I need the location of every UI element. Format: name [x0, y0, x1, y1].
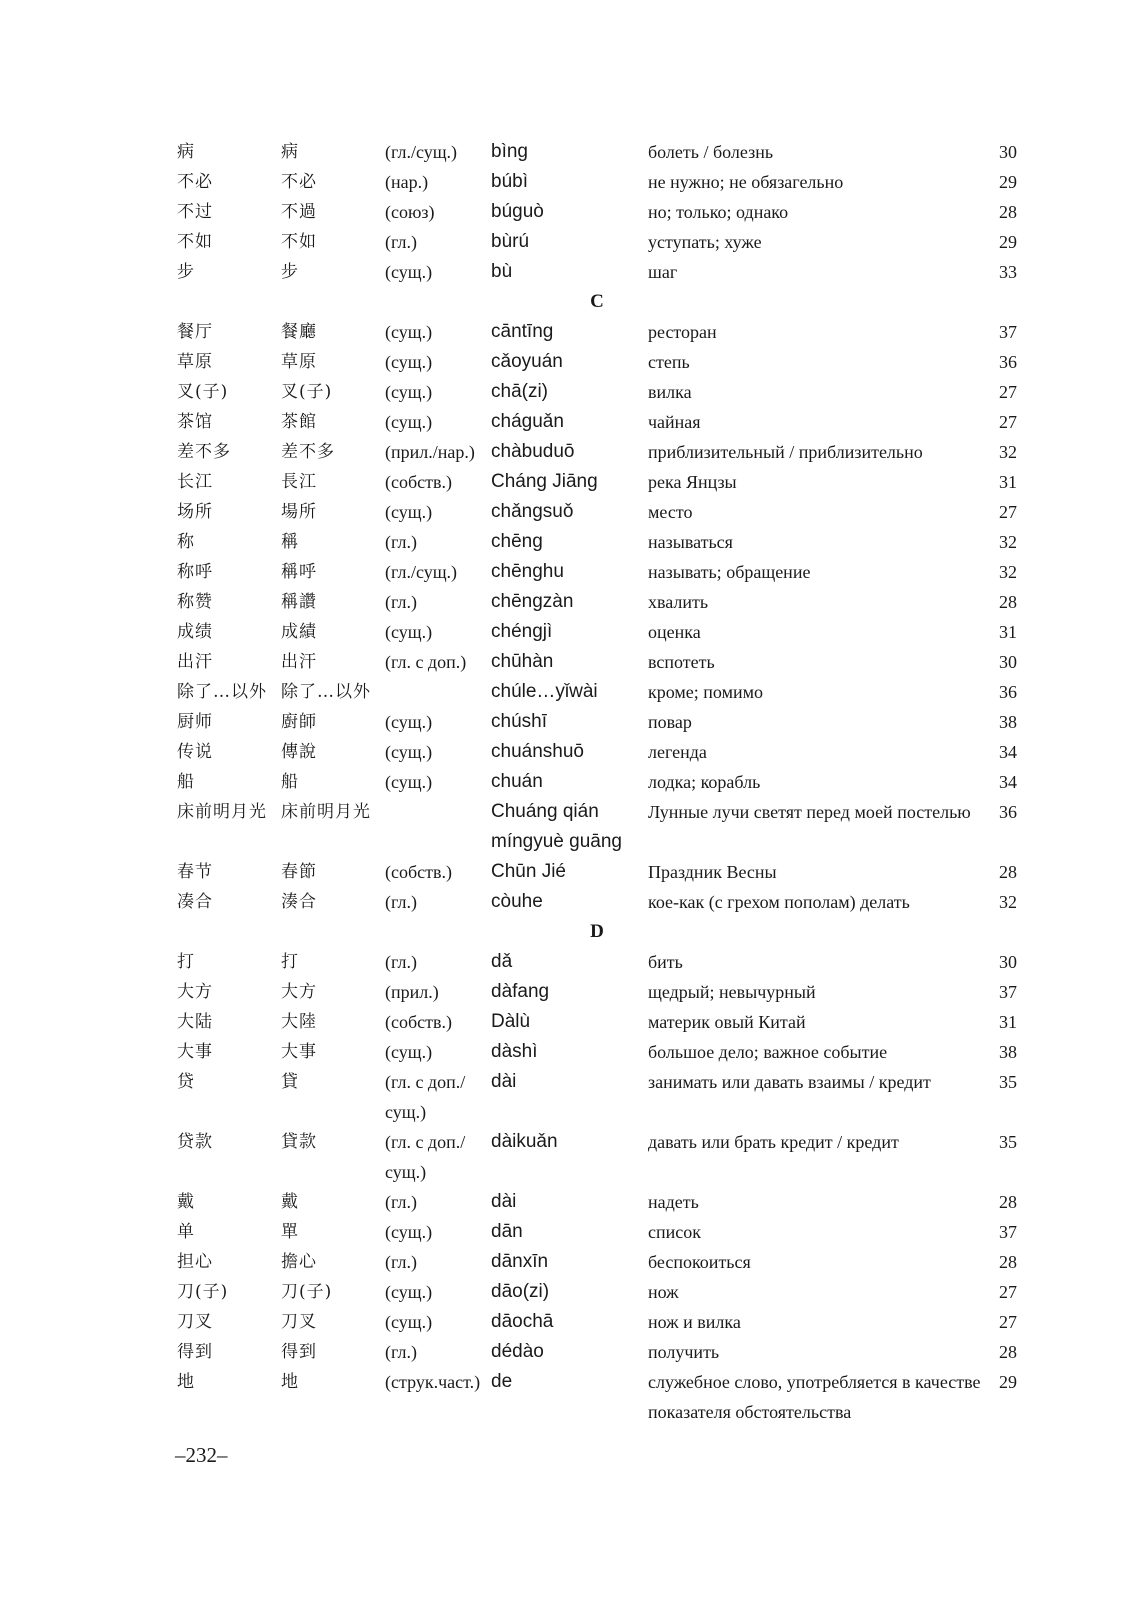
part-of-speech: (гл. с доп./ сущ.) [385, 1132, 466, 1182]
simplified-word: 差不多 [177, 442, 231, 462]
part-of-speech: (гл.) [385, 952, 417, 972]
traditional-word: 船 [281, 772, 299, 792]
russian-translation: река Янцзы [648, 472, 737, 492]
pinyin: chēngzàn [491, 591, 574, 612]
russian-translation: степь [648, 352, 690, 372]
russian-translation: получить [648, 1342, 720, 1362]
glossary-row [177, 1337, 1017, 1367]
traditional-word: 廚師 [281, 712, 317, 732]
lesson-number: 38 [999, 1042, 1017, 1062]
part-of-speech: (сущ.) [385, 412, 433, 432]
simplified-word: 草原 [177, 352, 213, 372]
russian-translation: кое-как (с грехом пополам) делать [648, 892, 910, 912]
traditional-word: 稱呼 [281, 562, 317, 582]
glossary-row [177, 257, 1017, 287]
simplified-word: 场所 [177, 502, 213, 522]
simplified-word: 刀(子) [177, 1282, 229, 1302]
lesson-number: 35 [999, 1072, 1017, 1092]
simplified-word: 大陆 [177, 1012, 213, 1032]
glossary-row [177, 857, 1017, 887]
part-of-speech: (сущ.) [385, 742, 433, 762]
traditional-word: 草原 [281, 352, 317, 372]
russian-translation: занимать или давать взаимы / кредит [648, 1072, 931, 1092]
russian-translation: надеть [648, 1192, 699, 1212]
russian-translation: большое дело; важное событие [648, 1042, 888, 1062]
glossary-row [177, 137, 1017, 167]
glossary-row [177, 497, 1017, 527]
russian-translation: давать или брать кредит / кредит [648, 1132, 899, 1152]
traditional-word: 稱讚 [281, 592, 317, 612]
glossary-row [177, 467, 1017, 497]
traditional-word: 戴 [281, 1192, 299, 1212]
simplified-word: 称呼 [177, 562, 213, 582]
glossary-row [177, 947, 1017, 977]
traditional-word: 出汗 [281, 652, 317, 672]
part-of-speech: (гл.) [385, 532, 417, 552]
glossary-row [177, 317, 1017, 347]
russian-translation: кроме; помимо [648, 682, 763, 702]
lesson-number: 28 [999, 1192, 1017, 1212]
glossary-row [177, 1217, 1017, 1247]
simplified-word: 不过 [177, 202, 213, 222]
russian-translation: чайная [648, 412, 701, 432]
simplified-word: 不如 [177, 232, 213, 252]
russian-translation: нож [648, 1282, 679, 1302]
russian-translation: щедрый; невычурный [648, 982, 816, 1002]
simplified-word: 春节 [177, 862, 213, 882]
glossary-row [177, 887, 1017, 917]
russian-translation: называть; обращение [648, 562, 811, 582]
lesson-number: 31 [999, 622, 1017, 642]
pinyin: dàikuǎn [491, 1131, 558, 1152]
russian-translation: повар [648, 712, 692, 732]
glossary-row [177, 707, 1017, 737]
lesson-number: 27 [999, 412, 1017, 432]
lesson-number: 28 [999, 592, 1017, 612]
glossary-row [177, 677, 1017, 707]
glossary-row [177, 527, 1017, 557]
lesson-number: 32 [999, 532, 1017, 552]
russian-translation: список [648, 1222, 701, 1242]
simplified-word: 戴 [177, 1192, 195, 1212]
traditional-word: 湊合 [281, 892, 317, 912]
simplified-word: 出汗 [177, 652, 213, 672]
glossary-row [177, 1367, 1017, 1427]
lesson-number: 38 [999, 712, 1017, 732]
simplified-word: 大事 [177, 1042, 213, 1062]
part-of-speech: (струк.част.) [385, 1372, 481, 1392]
russian-translation: Лунные лучи светят перед моей постелью [648, 802, 971, 822]
glossary-row [177, 977, 1017, 1007]
russian-translation: место [648, 502, 693, 522]
pinyin: de [491, 1371, 513, 1392]
pinyin: chéngjì [491, 621, 553, 642]
traditional-word: 得到 [281, 1342, 317, 1362]
lesson-number: 37 [999, 982, 1017, 1002]
lesson-number: 27 [999, 502, 1017, 522]
glossary-row [177, 767, 1017, 797]
traditional-word: 床前明月光 [281, 802, 371, 822]
part-of-speech: (гл.) [385, 1252, 417, 1272]
simplified-word: 单 [177, 1222, 195, 1242]
glossary-row [177, 347, 1017, 377]
lesson-number: 29 [999, 172, 1017, 192]
traditional-word: 餐廳 [281, 322, 317, 342]
simplified-word: 打 [177, 952, 195, 972]
part-of-speech: (нар.) [385, 172, 429, 192]
russian-translation: приблизительный / приблизительно [648, 442, 923, 462]
lesson-number: 30 [999, 142, 1017, 162]
glossary-row [177, 377, 1017, 407]
russian-translation: болеть / болезнь [648, 142, 774, 162]
simplified-word: 餐厅 [177, 322, 213, 342]
traditional-word: 差不多 [281, 442, 335, 462]
pinyin: bìng [491, 141, 528, 162]
part-of-speech: (гл.) [385, 1192, 417, 1212]
glossary-row [177, 587, 1017, 617]
part-of-speech: (собств.) [385, 862, 452, 882]
traditional-word: 傳說 [281, 742, 317, 762]
pinyin: búbì [491, 171, 528, 192]
russian-translation: вилка [648, 382, 692, 402]
part-of-speech: (гл.) [385, 1342, 417, 1362]
glossary-row [177, 227, 1017, 257]
simplified-word: 刀叉 [177, 1312, 213, 1332]
russian-translation: шаг [648, 262, 678, 282]
simplified-word: 贷 [177, 1072, 195, 1092]
lesson-number: 33 [999, 262, 1017, 282]
pinyin: dédào [491, 1341, 544, 1362]
pinyin: chūhàn [491, 651, 554, 672]
pinyin: chǎngsuǒ [491, 501, 574, 522]
russian-translation: уступать; хуже [648, 232, 762, 252]
pinyin: cāntīng [491, 321, 554, 342]
russian-translation: беспокоиться [648, 1252, 751, 1272]
lesson-number: 28 [999, 862, 1017, 882]
pinyin: Dàlù [491, 1011, 531, 1032]
simplified-word: 成绩 [177, 622, 213, 642]
traditional-word: 叉(子) [281, 382, 333, 402]
lesson-number: 29 [999, 232, 1017, 252]
part-of-speech: (гл./сущ.) [385, 142, 458, 162]
part-of-speech: (гл.) [385, 232, 417, 252]
pinyin: dān [491, 1221, 523, 1242]
russian-translation: но; только; однако [648, 202, 789, 222]
simplified-word: 茶馆 [177, 412, 213, 432]
glossary-row [177, 437, 1017, 467]
traditional-word: 病 [281, 142, 299, 162]
simplified-word: 病 [177, 142, 195, 162]
pinyin: chúshī [491, 711, 547, 732]
page-number: –232– [175, 1443, 228, 1467]
part-of-speech: (сущ.) [385, 502, 433, 522]
pinyin: dài [491, 1071, 517, 1092]
lesson-number: 37 [999, 1222, 1017, 1242]
glossary-row [177, 1007, 1017, 1037]
russian-translation: служебное слово, употребляется в качестве показателя обстоятельства [648, 1372, 981, 1422]
part-of-speech: (сущ.) [385, 352, 433, 372]
russian-translation: материк овый Китай [648, 1012, 806, 1032]
traditional-word: 貸款 [281, 1132, 317, 1152]
lesson-number: 31 [999, 1012, 1017, 1032]
pinyin: bùrú [491, 231, 530, 252]
pinyin: Chūn Jié [491, 861, 566, 882]
simplified-word: 大方 [177, 982, 213, 1002]
lesson-number: 36 [999, 802, 1017, 822]
lesson-number: 27 [999, 1282, 1017, 1302]
part-of-speech: (гл.) [385, 592, 417, 612]
simplified-word: 长江 [177, 472, 213, 492]
part-of-speech: (сущ.) [385, 262, 433, 282]
glossary-row [177, 737, 1017, 767]
russian-translation: бить [648, 952, 683, 972]
lesson-number: 32 [999, 892, 1017, 912]
part-of-speech: (сущ.) [385, 772, 433, 792]
traditional-word: 貸 [281, 1072, 299, 1092]
glossary-row [177, 557, 1017, 587]
lesson-number: 28 [999, 1342, 1017, 1362]
russian-translation: называться [648, 532, 733, 552]
part-of-speech: (сущ.) [385, 322, 433, 342]
traditional-word: 不必 [281, 172, 317, 192]
traditional-word: 長江 [281, 472, 317, 492]
pinyin: Cháng Jiāng [491, 471, 598, 492]
simplified-word: 担心 [177, 1252, 213, 1272]
lesson-number: 27 [999, 1312, 1017, 1332]
pinyin: chúle…yǐwài [491, 681, 598, 702]
pinyin: dāo(zi) [491, 1281, 550, 1302]
traditional-word: 除了…以外 [281, 682, 371, 702]
glossary-row [177, 797, 1017, 857]
traditional-word: 成績 [281, 622, 317, 642]
section-letter: D [590, 921, 604, 942]
lesson-number: 27 [999, 382, 1017, 402]
pinyin: cǎoyuán [491, 351, 563, 372]
simplified-word: 地 [177, 1372, 195, 1392]
glossary-row [177, 407, 1017, 437]
pinyin: dài [491, 1191, 517, 1212]
part-of-speech: (союз) [385, 202, 435, 222]
pinyin: chā(zi) [491, 381, 549, 402]
lesson-number: 34 [999, 742, 1017, 762]
russian-translation: хвалить [648, 592, 709, 612]
part-of-speech: (сущ.) [385, 1042, 433, 1062]
part-of-speech: (собств.) [385, 1012, 452, 1032]
simplified-word: 传说 [177, 742, 213, 762]
pinyin: cháguǎn [491, 411, 564, 432]
part-of-speech: (сущ.) [385, 1282, 433, 1302]
pinyin: Chuáng qián míngyuè guāng [491, 801, 622, 852]
lesson-number: 28 [999, 1252, 1017, 1272]
part-of-speech: (прил./нар.) [385, 442, 475, 462]
traditional-word: 刀叉 [281, 1312, 317, 1332]
traditional-word: 稱 [281, 532, 299, 552]
part-of-speech: (гл.) [385, 892, 417, 912]
traditional-word: 步 [281, 262, 299, 282]
traditional-word: 場所 [281, 502, 317, 522]
simplified-word: 得到 [177, 1342, 213, 1362]
russian-translation: легенда [648, 742, 707, 762]
pinyin: dǎ [491, 951, 513, 972]
pinyin: dàshì [491, 1041, 538, 1062]
simplified-word: 除了…以外 [177, 682, 267, 702]
part-of-speech: (сущ.) [385, 712, 433, 732]
simplified-word: 厨师 [177, 712, 213, 732]
traditional-word: 不過 [281, 202, 317, 222]
lesson-number: 29 [999, 1372, 1017, 1392]
pinyin: dāochā [491, 1311, 554, 1332]
lesson-number: 31 [999, 472, 1017, 492]
pinyin: dānxīn [491, 1251, 549, 1272]
lesson-number: 37 [999, 322, 1017, 342]
russian-translation: не нужно; не обязагельно [648, 172, 844, 192]
simplified-word: 床前明月光 [177, 802, 267, 822]
pinyin: còuhe [491, 891, 543, 912]
lesson-number: 32 [999, 562, 1017, 582]
lesson-number: 32 [999, 442, 1017, 462]
pinyin: bù [491, 261, 513, 282]
lesson-number: 35 [999, 1132, 1017, 1152]
simplified-word: 贷款 [177, 1132, 213, 1152]
pinyin: chuán [491, 771, 543, 792]
glossary-row [177, 617, 1017, 647]
simplified-word: 步 [177, 262, 195, 282]
lesson-number: 28 [999, 202, 1017, 222]
pinyin: dàfang [491, 981, 550, 1002]
lesson-number: 36 [999, 682, 1017, 702]
pinyin: chuánshuō [491, 741, 584, 762]
russian-translation: лодка; корабль [648, 772, 761, 792]
pinyin: búguò [491, 201, 544, 222]
simplified-word: 称赞 [177, 592, 213, 612]
traditional-word: 春節 [281, 862, 317, 882]
glossary-row [177, 1127, 1017, 1187]
glossary-entries [177, 137, 1017, 1427]
part-of-speech: (прил.) [385, 982, 439, 1002]
simplified-word: 不必 [177, 172, 213, 192]
part-of-speech: (собств.) [385, 472, 452, 492]
russian-translation: Праздник Весны [648, 862, 777, 882]
traditional-word: 茶館 [281, 412, 317, 432]
traditional-word: 擔心 [281, 1252, 317, 1272]
glossary-row [177, 167, 1017, 197]
part-of-speech: (сущ.) [385, 382, 433, 402]
traditional-word: 不如 [281, 232, 317, 252]
traditional-word: 刀(子) [281, 1282, 333, 1302]
glossary-row [177, 1247, 1017, 1277]
pinyin: chēnghu [491, 561, 564, 582]
simplified-word: 称 [177, 532, 195, 552]
traditional-word: 大方 [281, 982, 317, 1002]
glossary-row [177, 1187, 1017, 1217]
traditional-word: 大事 [281, 1042, 317, 1062]
part-of-speech: (гл./сущ.) [385, 562, 458, 582]
traditional-word: 單 [281, 1222, 299, 1242]
russian-translation: ресторан [648, 322, 717, 342]
part-of-speech: (гл. с доп.) [385, 652, 467, 672]
glossary-row [177, 1307, 1017, 1337]
simplified-word: 船 [177, 772, 195, 792]
pinyin: chàbuduō [491, 441, 575, 462]
part-of-speech: (сущ.) [385, 622, 433, 642]
pinyin: chēng [491, 531, 543, 552]
lesson-number: 34 [999, 772, 1017, 792]
lesson-number: 30 [999, 652, 1017, 672]
part-of-speech: (сущ.) [385, 1222, 433, 1242]
lesson-number: 36 [999, 352, 1017, 372]
glossary-row [177, 647, 1017, 677]
glossary-row [177, 1037, 1017, 1067]
russian-translation: нож и вилка [648, 1312, 741, 1332]
glossary-row [177, 1277, 1017, 1307]
lesson-number: 30 [999, 952, 1017, 972]
section-letter: C [590, 291, 604, 312]
simplified-word: 凑合 [177, 892, 213, 912]
traditional-word: 大陸 [281, 1012, 317, 1032]
glossary-row [177, 197, 1017, 227]
russian-translation: оценка [648, 622, 701, 642]
part-of-speech: (гл. с доп./ сущ.) [385, 1072, 466, 1122]
traditional-word: 地 [281, 1372, 299, 1392]
simplified-word: 叉(子) [177, 382, 229, 402]
russian-translation: вспотеть [648, 652, 715, 672]
glossary-row [177, 1067, 1017, 1127]
traditional-word: 打 [281, 952, 299, 972]
part-of-speech: (сущ.) [385, 1312, 433, 1332]
